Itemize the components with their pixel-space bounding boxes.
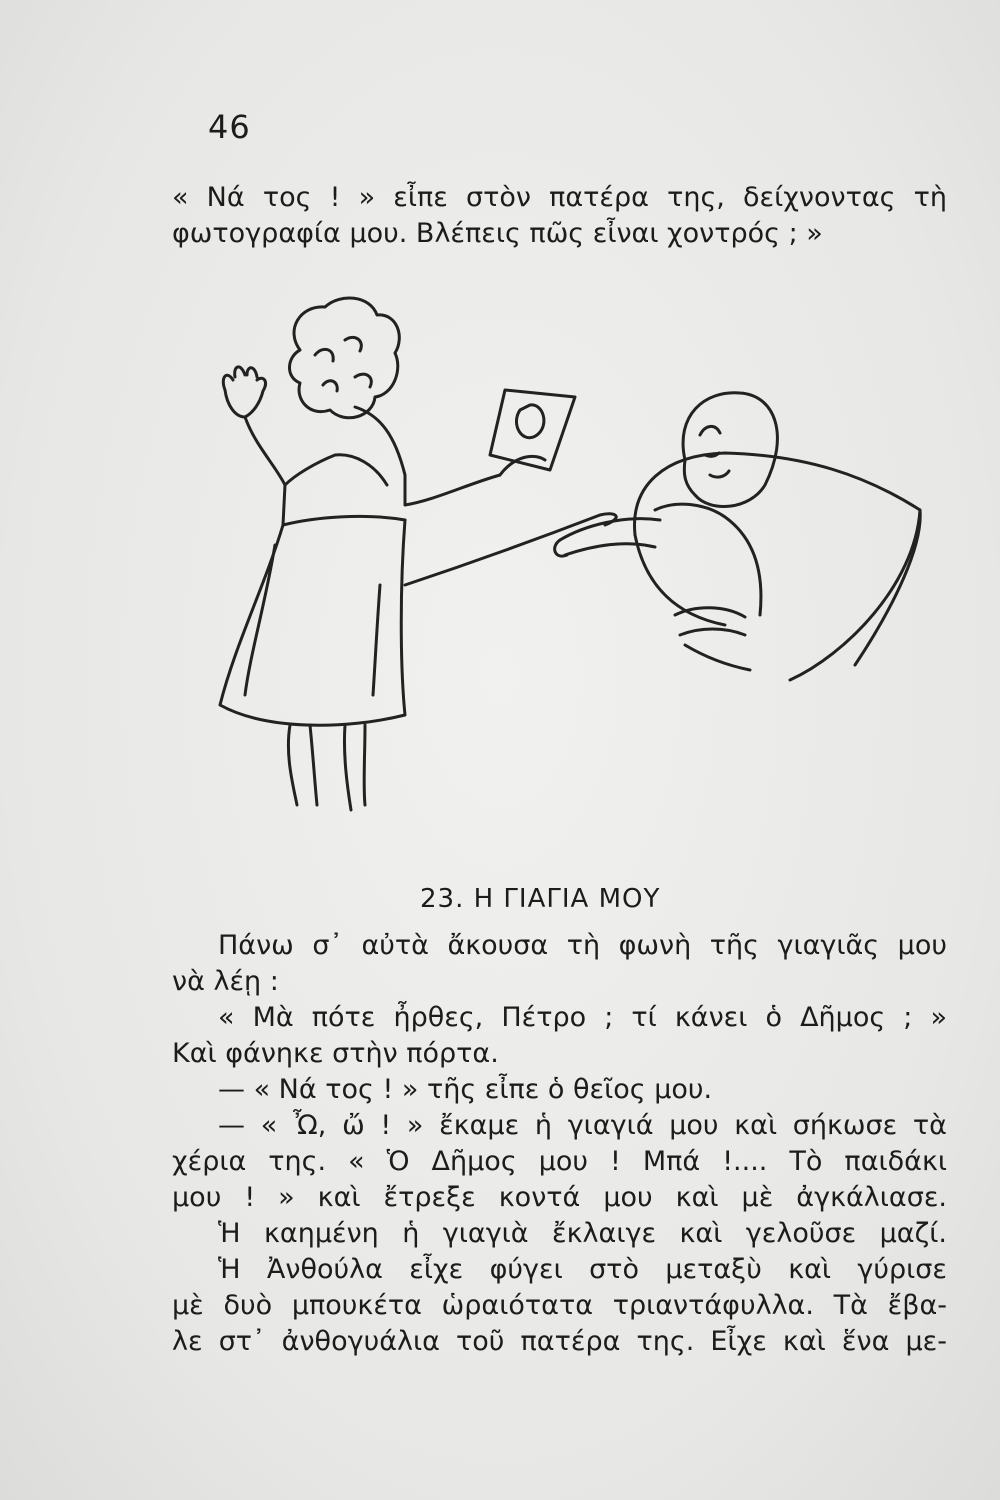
chapter-title: 23. Η ΓΙΑΓΙΑ ΜΟΥ bbox=[420, 884, 661, 914]
text-line: λε στ᾽ ἀνθογυάλια τοῦ πατέρα της. Εἶχε καὶ ἕνα με- bbox=[172, 1326, 947, 1357]
text-line: μὲ δυὸ μπουκέτα ὡραιότατα τριαντάφυλλα. Τὰ ἔβα- bbox=[172, 1290, 947, 1321]
text-line: Ἡ Ἀνθούλα εἶχε φύγει στὸ μεταξὺ καὶ γύρισε bbox=[218, 1254, 947, 1285]
text-line: — « Νά τος ! » τῆς εἶπε ὁ θεῖος μου. bbox=[218, 1074, 713, 1105]
text-line: χέρια της. « Ὁ Δῆμος μου ! Μπά !.... Τὸ παιδάκι bbox=[172, 1146, 947, 1177]
text-line: « Νά τος ! » εἶπε στὸν πατέρα της, δείχνοντας τὴ bbox=[172, 182, 947, 213]
text-line: Καὶ φάνηκε στὴν πόρτα. bbox=[172, 1038, 499, 1069]
text-line: Ἡ καημένη ἡ γιαγιὰ ἔκλαιγε καὶ γελοῦσε μαζί. bbox=[218, 1218, 947, 1249]
chapter-body bbox=[172, 928, 947, 1360]
opening-paragraph bbox=[172, 180, 947, 252]
text-line: μου ! » καὶ ἔτρεξε κοντά μου καὶ μὲ ἀγκάλιασε. bbox=[172, 1182, 947, 1213]
page-number: 46 bbox=[208, 108, 251, 146]
text-line: « Μὰ πότε ἦρθες, Πέτρο ; τί κάνει ὁ Δῆμος ; » bbox=[218, 1002, 947, 1033]
illustration-girl-showing-photo bbox=[205, 285, 945, 825]
text-line: — « Ὦ, ὤ ! » ἔκαμε ἡ γιαγιά μου καὶ σήκωσε τὰ bbox=[218, 1110, 947, 1141]
text-line: Πάνω σ᾽ αὐτὰ ἄκουσα τὴ φωνὴ τῆς γιαγιᾶς μου bbox=[218, 930, 947, 961]
text-line: νὰ λέῃ : bbox=[172, 966, 279, 997]
text-line: φωτογραφία μου. Βλέπεις πῶς εἶναι χοντρός ; » bbox=[172, 218, 823, 249]
